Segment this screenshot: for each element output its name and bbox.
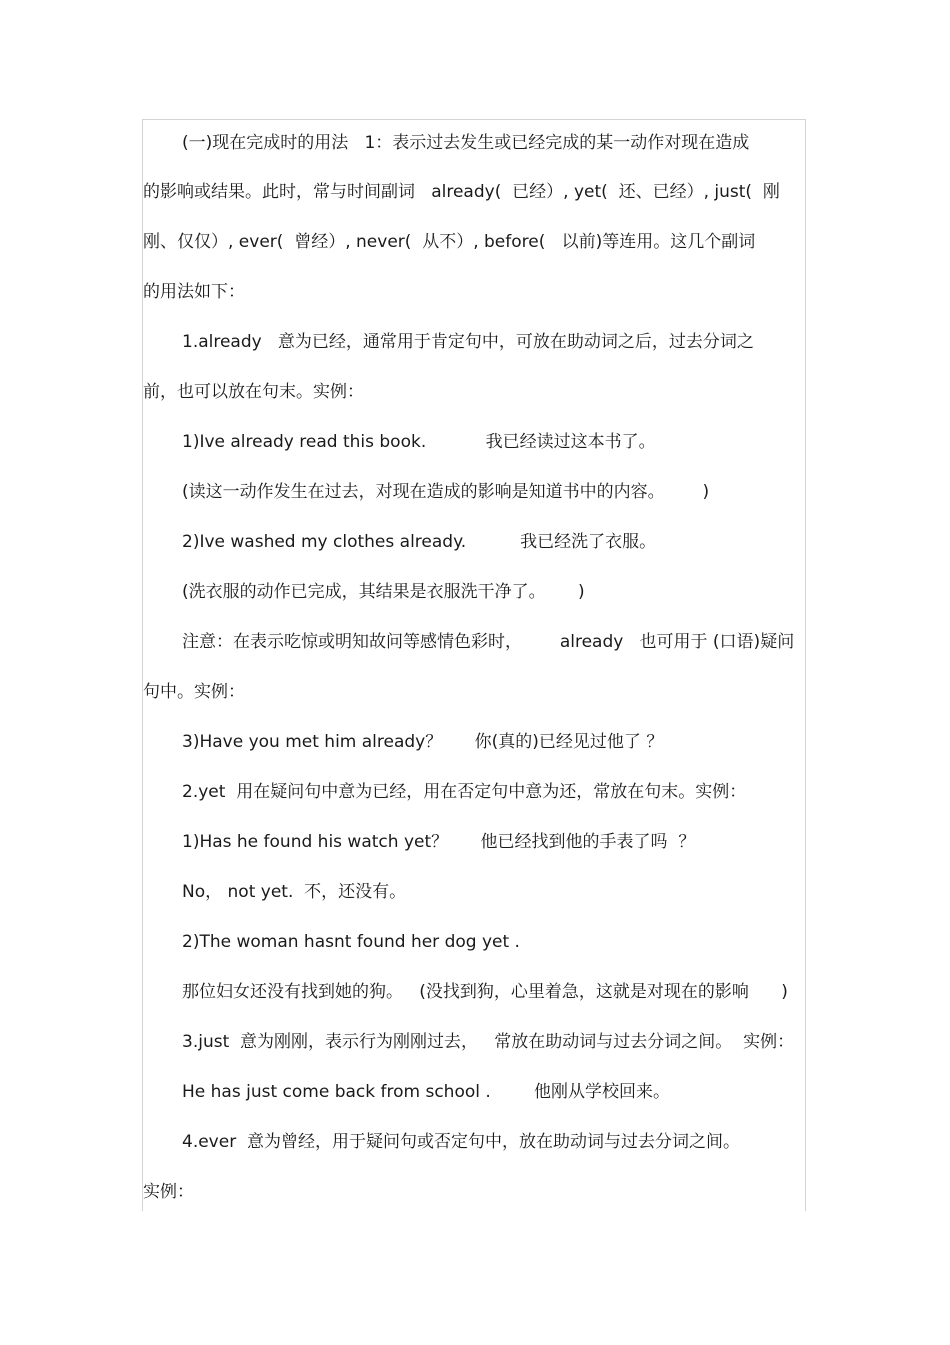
text-line: 那位妇女还没有找到她的狗。 (没找到狗，心里着急，这就是对现在的影响 ) xyxy=(182,982,788,1002)
text-line: He has just come back from school . 他刚从学校回来。 xyxy=(182,1082,671,1102)
text-line: 1.already 意为已经，通常用于肯定句中，可放在助动词之后，过去分词之 xyxy=(182,332,754,352)
text-line: 2.yet 用在疑问句中意为已经，用在否定句中意为还，常放在句末。实例： xyxy=(182,782,747,802)
text-line: 2)Ive washed my clothes already. 我已经洗了衣服。 xyxy=(182,532,657,552)
text-line: (一)现在完成时的用法 1：表示过去发生或已经完成的某一动作对现在造成 xyxy=(182,133,750,153)
text-line: 注意：在表示吃惊或明知故问等感情色彩时， already 也可用于 (口语)疑问 xyxy=(182,632,795,652)
text-line: 刚、仅仅）, ever( 曾经）, never( 从不）, before( 以前)等连用。这几个副词 xyxy=(143,232,756,252)
text-line: 1)Has he found his watch yet？ 他已经找到他的手表了吗 ？ xyxy=(182,832,696,852)
text-line: 4.ever 意为曾经，用于疑问句或否定句中，放在助动词与过去分词之间。 xyxy=(182,1132,740,1152)
text-line: (洗衣服的动作已完成，其结果是衣服洗干净了。 ) xyxy=(182,582,585,602)
text-line: 3)Have you met him already？ 你(真的)已经见过他了 ？ xyxy=(182,732,664,752)
text-line: 的影响或结果。此时，常与时间副词 already( 已经）, yet( 还、已经）, just( 刚 xyxy=(143,182,780,202)
text-line: 2)The woman hasnt found her dog yet . xyxy=(182,932,520,952)
text-line: No， not yet. 不，还没有。 xyxy=(182,882,407,902)
text-line: (读这一动作发生在过去，对现在造成的影响是知道书中的内容。 ) xyxy=(182,482,710,502)
text-line: 前，也可以放在句末。实例： xyxy=(143,382,364,402)
text-line: 实例： xyxy=(143,1182,194,1202)
text-line: 3.just 意为刚刚，表示行为刚刚过去， 常放在助动词与过去分词之间。 实例： xyxy=(182,1032,795,1052)
text-line: 的用法如下： xyxy=(143,282,245,302)
text-line: 句中。实例： xyxy=(143,682,245,702)
text-line: 1)Ive already read this book. 我已经读过这本书了。 xyxy=(182,432,656,452)
document-body xyxy=(143,119,807,1217)
